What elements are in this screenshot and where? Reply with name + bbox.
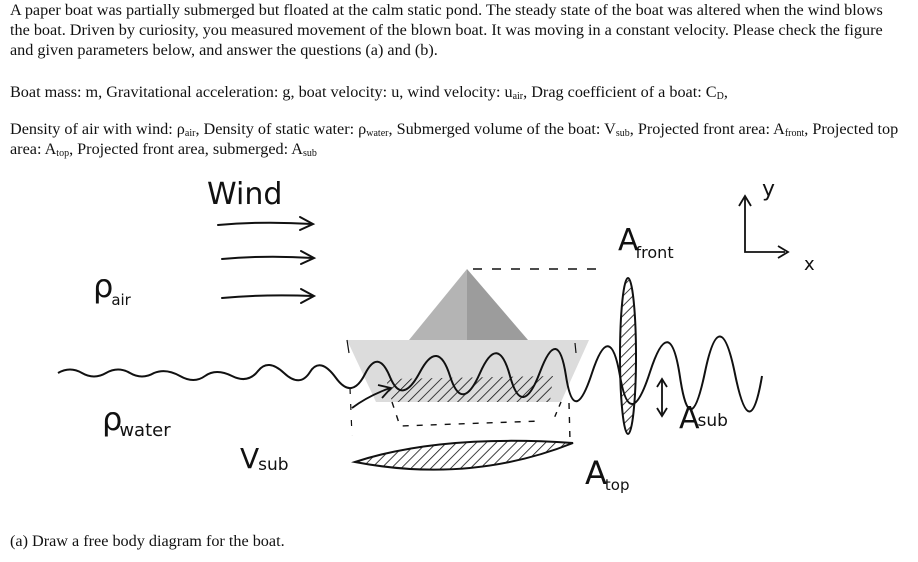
boat-figure: [0, 166, 918, 526]
top-area-shape: [355, 441, 573, 470]
a-sub-label: Asub: [679, 401, 728, 436]
v-sub-label: Vsub: [240, 442, 289, 475]
a-sub-marker: [657, 379, 667, 416]
coordinate-axes: [739, 196, 788, 258]
wind-label: Wind: [207, 177, 283, 212]
question-a: (a) Draw a free body diagram for the boat.: [10, 532, 285, 550]
rho-water-label: ρwater: [102, 400, 171, 441]
sail-right: [467, 269, 528, 340]
front-area-shape: [620, 278, 636, 434]
a-front-label: Afront: [618, 223, 674, 262]
sail-left: [409, 269, 467, 340]
submerged-hull: [386, 376, 553, 402]
problem-intro: A paper boat was partially submerged but floated at the calm static pond. The steady state of the boat was altered when the wind blows the boat. Driven by curiosity, you measured movement of the blown boat. It was moving in a constant velocity. Please check the figure and given parameters below, and answer the questions (a) and (b).: [10, 1, 883, 59]
axis-y-label: y: [762, 177, 776, 202]
axis-x-label: x: [804, 254, 815, 275]
rho-air-label: ρair: [93, 267, 131, 309]
wind-arrows: [218, 217, 314, 303]
parameters-line-1: Boat mass: m, Gravitational acceleration: g, boat velocity: u, wind velocity: $u_{air}$, Drag coefficient of a boat: $C_D$,: [10, 83, 728, 102]
a-top-label: Atop: [585, 454, 630, 494]
parameters-line-2: Density of air with wind: $\rho_{air}$, Density of static water: $\rho_{water}$, Submerged volume of the boat: $V_{sub}$, Projected front area: $A_{front}$, Projected top area: $A_{top}$, Projected front area, submerged: $A_{sub}$: [10, 120, 899, 159]
